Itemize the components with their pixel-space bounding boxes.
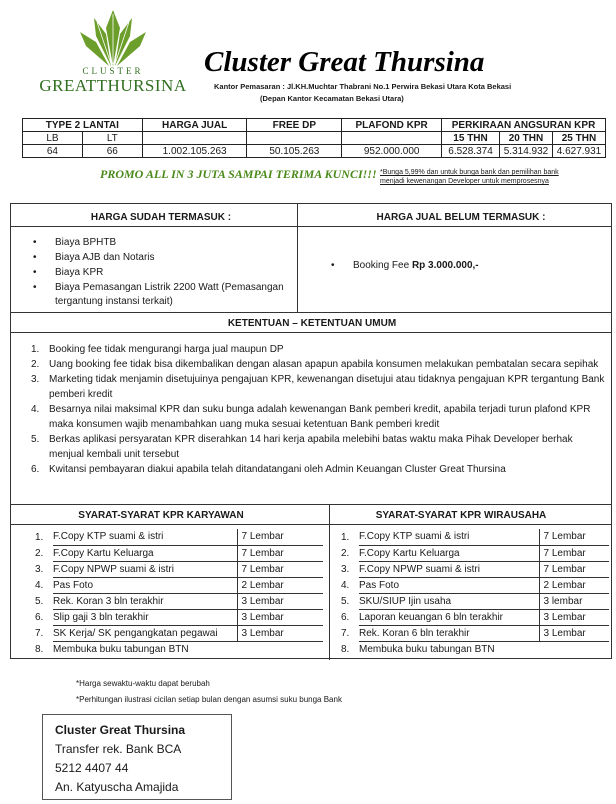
table-row: 7. Rek. Koran 6 bln terakhir 3 Lembar	[337, 625, 609, 641]
logo-name-text: GREATTHURSINA	[39, 76, 187, 95]
harga-header: HARGA JUAL	[142, 119, 247, 132]
angsuran-15-value: 6.528.374	[442, 145, 500, 158]
plafond-value: 952.000.000	[342, 145, 442, 158]
list-item: • Biaya BPHTB	[33, 237, 117, 248]
karyawan-title: SYARAT-SYARAT KPR KARYAWAN	[78, 510, 244, 521]
tenor-20-header: 20 THN	[500, 132, 553, 145]
table-row: 4. Pas Foto 2 Lembar	[337, 577, 609, 593]
list-item: 4. Besarnya nilai maksimal KPR dan suku bunga adalah kewenangan Bank pemberi kredit, apabila terjadi turun plafond KPR maka konsumen wajib menambahkan uang muka sesuai ketentuan Bank pemberi kredit	[31, 404, 591, 430]
price-table	[22, 118, 606, 158]
angsuran-20-value: 5.314.932	[500, 145, 553, 158]
price-subheader-row	[23, 132, 606, 145]
table-row: 4. Pas Foto 2 Lembar	[31, 577, 323, 593]
leaf-logo-icon	[78, 8, 148, 68]
list-item: • Biaya Pemasangan Listrik 2200 Watt (Pemasangan	[33, 282, 284, 293]
table-row: 5. SKU/SIUP Ijin usaha 3 lembar	[337, 593, 609, 609]
list-item-continuation: tergantung instansi terkait)	[55, 296, 173, 307]
list-item: 5. Berkas aplikasi persyaratan KPR diserahkan 14 hari kerja apabila melebihi batas waktu maka Pihak Developer berhak menjual kembali unit tersebut	[31, 434, 573, 460]
table-row: 1. F.Copy KTP suami & istri 7 Lembar	[337, 529, 609, 545]
dp-value: 50.105.263	[247, 145, 342, 158]
ketentuan-title: KETENTUAN – KETENTUAN UMUM	[227, 318, 397, 329]
bullet-icon: •	[33, 237, 37, 248]
cluster-logo	[28, 8, 198, 108]
type-header: TYPE 2 LANTAI	[23, 119, 143, 132]
table-row: 6. Slip gaji 3 bln terakhir 3 Lembar	[31, 609, 323, 625]
belum-title: HARGA JUAL BELUM TERMASUK :	[376, 212, 546, 223]
table-row: 2. F.Copy Kartu Keluarga 7 Lembar	[31, 545, 323, 561]
list-item: 1. Booking fee tidak mengurangi harga jual maupun DP	[31, 344, 284, 355]
table-row: 3. F.Copy NPWP suami & istri 7 Lembar	[31, 561, 323, 577]
tenor-15-header: 15 THN	[442, 132, 500, 145]
payment-cluster-name: Cluster Great Thursina	[55, 723, 186, 737]
ketentuan-list	[31, 342, 606, 477]
tenor-25-header: 25 THN	[552, 132, 605, 145]
angsuran-25-value: 4.627.931	[552, 145, 605, 158]
payment-account-number: 5212 4407 44	[55, 761, 129, 775]
price-header-row	[23, 119, 606, 132]
table-row: 7. SK Kerja/ SK pengangkatan pegawai 3 Lembar	[31, 625, 323, 641]
table-row: 6. Laporan keuangan 6 bln terakhir 3 Lembar	[337, 609, 609, 625]
table-row: 1. F.Copy KTP suami & istri 7 Lembar	[31, 529, 323, 545]
payment-bank: Transfer rek. Bank BCA	[55, 742, 182, 756]
lt-value: 66	[82, 145, 142, 158]
lb-header: LB	[23, 132, 83, 145]
table-row: 3. F.Copy NPWP suami & istri 7 Lembar	[337, 561, 609, 577]
bullet-icon: •	[33, 252, 37, 263]
lt-header: LT	[82, 132, 142, 145]
footnote: *Perhitungan ilustrasi cicilan setiap bulan dengan asumsi suku bunga Bank	[76, 695, 342, 704]
page-title: Cluster Great Thursina	[204, 46, 485, 78]
lb-value: 64	[23, 145, 83, 158]
dp-header: FREE DP	[247, 119, 342, 132]
booking-fee-value: Rp 3.000.000,-	[411, 260, 479, 271]
address-line-1: Kantor Pemasaran : Jl.KH.Muchtar Thabrani No.1 Perwira Bekasi Utara Kota Bekasi	[214, 82, 512, 91]
karyawan-table	[31, 529, 323, 657]
logo-cluster-text: CLUSTER	[82, 66, 144, 76]
wirausaha-title: SYARAT-SYARAT KPR WIRAUSAHA	[375, 510, 547, 521]
promo-text: PROMO ALL IN 3 JUTA SAMPAI TERIMA KUNCI!!!	[100, 167, 377, 181]
payment-account-holder: An. Katyuscha Amajida	[55, 780, 179, 794]
list-item: • Biaya AJB dan Notaris	[33, 252, 155, 263]
bunga-note-line-2: menjadi kewenangan Developer untuk memprosesnya	[380, 178, 549, 185]
bullet-icon: •	[331, 260, 335, 271]
payment-info-box	[42, 714, 232, 800]
bullet-icon: •	[33, 267, 37, 278]
list-item: 3. Marketing tidak menjamin disetujuinya pengajuan KPR, kewenangan disetujui atau tidaknya pengajuan KPR tergantung Bank pemberi kredit	[31, 374, 605, 400]
bunga-note-line-1: *Bunga 5,99% dan untuk bunga bank dan pemilihan bank	[380, 169, 559, 176]
price-data-row	[23, 145, 606, 158]
address-line-2: (Depan Kantor Kecamatan Bekasi Utara)	[260, 94, 404, 103]
list-item: • Biaya KPR	[33, 267, 104, 278]
list-item: 6. Kwitansi pembayaran diakui apabila telah ditandatangani oleh Admin Keuangan Cluster Great Thursina	[31, 464, 506, 475]
footnotes	[76, 676, 342, 708]
footnote: *Harga sewaktu-waktu dapat berubah	[76, 679, 210, 688]
terms-box	[10, 203, 612, 659]
table-row: 2. F.Copy Kartu Keluarga 7 Lembar	[337, 545, 609, 561]
termasuk-title: HARGA SUDAH TERMASUK :	[90, 212, 232, 223]
table-row: 5. Rek. Koran 3 bln terakhir 3 Lembar	[31, 593, 323, 609]
table-row: 8. Membuka buku tabungan BTN	[35, 643, 189, 655]
angsuran-header: PERKIRAAN ANGSURAN KPR	[442, 119, 606, 132]
harga-value: 1.002.105.263	[142, 145, 247, 158]
booking-fee-item	[331, 259, 479, 272]
plafond-header: PLAFOND KPR	[342, 119, 442, 132]
booking-fee-label: Booking Fee	[353, 260, 410, 271]
list-item: 2. Uang booking fee tidak bisa dikembalikan dengan alasan apapun apabila konsumen melakukan pembatalan secara sepihak	[31, 359, 599, 370]
bullet-icon: •	[33, 282, 37, 293]
wirausaha-table	[337, 529, 609, 657]
table-row: 8. Membuka buku tabungan BTN	[341, 643, 495, 655]
